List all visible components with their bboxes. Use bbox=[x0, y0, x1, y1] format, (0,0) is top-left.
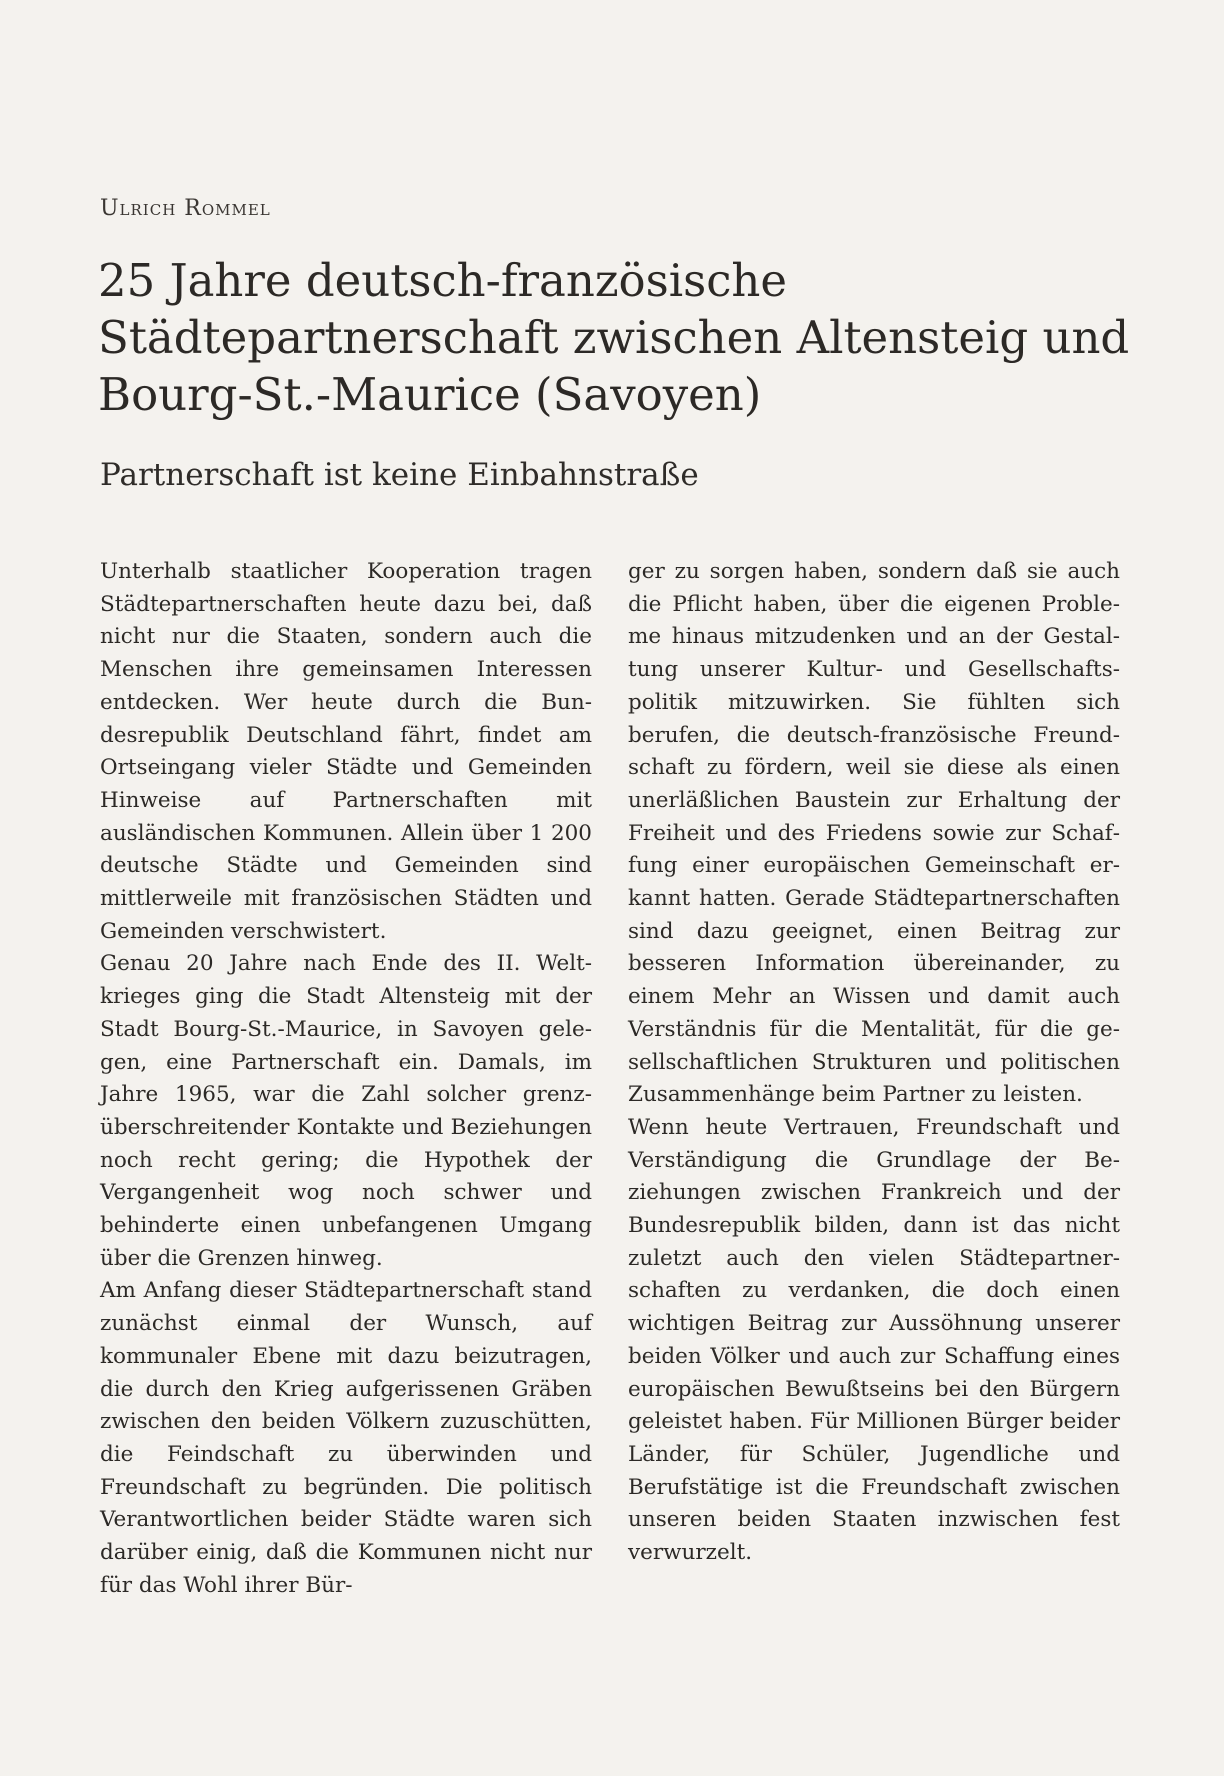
text-column-left bbox=[100, 556, 592, 1603]
body-paragraph: Am Anfang dieser Städtepartnerschaft stand zunächst einmal der Wunsch, auf kommunaler Ebene mit dazu beizutragen, die durch den Krieg aufgerissenen Gräben zwischen den beiden Völkern zuzuschütten, die Feindschaft zu überwinden und Freundschaft zu begründen. Die politisch Verantwortlichen beider Städte waren sich darüber einig, daß die Kommunen nicht nur für das Wohl ihrer Bür- bbox=[100, 1278, 592, 1598]
title-line: Bourg-St.-Maurice (Savoyen) bbox=[98, 368, 762, 421]
article-subtitle: Partnerschaft ist keine Einbahnstraße bbox=[100, 457, 699, 493]
title-line: Städtepartnerschaft zwischen Altensteig und bbox=[98, 311, 1130, 364]
title-line: 25 Jahre deutsch-französische bbox=[98, 254, 788, 307]
body-paragraph: Genau 20 Jahre nach Ende des II. Weltkrieges ging die Stadt Altensteig mit der Stadt Bourg-St.-Maurice, in Savoyen gelegen, eine Partnerschaft ein. Damals, im Jahre 1965, war die Zahl solcher grenzüberschreitender Kontakte und Beziehungen noch recht gering; die Hypothek der Vergangenheit wog noch schwer und behinderte einen unbefangenen Umgang über die Grenzen hinweg. bbox=[100, 951, 592, 1271]
author-name: Ulrich Rommel bbox=[100, 196, 271, 221]
text-column-right bbox=[628, 556, 1120, 1570]
body-paragraph: Wenn heute Vertrauen, Freundschaft und Verständigung die Grundlage der Beziehungen zwischen Frankreich und der Bundesrepublik bilden, dann ist das nicht zuletzt auch den vielen Städtepartnerschaften zu verdanken, die doch einen wichtigen Beitrag zur Aussöhnung unserer beiden Völker und auch zur Schaffung eines europäischen Bewußtseins bei den Bürgern geleistet haben. Für Millionen Bürger beider Länder, für Schüler, Jugendliche und Berufstätige ist die Freundschaft zwischen unseren beiden Staaten inzwischen fest verwurzelt. bbox=[628, 1114, 1120, 1566]
article-title bbox=[98, 252, 1138, 423]
body-paragraph: ger zu sorgen haben, sondern daß sie auch die Pflicht haben, über die eigenen Probleme hinaus mitzudenken und an der Gestaltung unserer Kultur- und Gesellschaftspolitik mitzuwirken. Sie fühlten sich berufen, die deutsch-französische Freundschaft zu fördern, weil sie diese als einen unerläßlichen Baustein zur Erhaltung der Freiheit und des Friedens sowie zur Schaffung einer europäischen Gemeinschaft erkannt hatten. Gerade Städtepartnerschaften sind dazu geeignet, einen Beitrag zur besseren Information übereinander, zu einem Mehr an Wissen und damit auch Verständnis für die Mentalität, für die gesellschaftlichen Strukturen und politischen Zusammenhänge beim Partner zu leisten. bbox=[628, 559, 1120, 1108]
body-paragraph: Unterhalb staatlicher Kooperation tragen Städtepartnerschaften heute dazu bei, daß nicht nur die Staaten, sondern auch die Menschen ihre gemeinsamen Interessen entdecken. Wer heute durch die Bundesrepublik Deutschland fährt, findet am Ortseingang vieler Städte und Gemeinden Hinweise auf Partnerschaften mit ausländischen Kommunen. Allein über 1 200 deutsche Städte und Gemeinden sind mittlerweile mit französischen Städten und Gemeinden verschwistert. bbox=[100, 559, 592, 944]
